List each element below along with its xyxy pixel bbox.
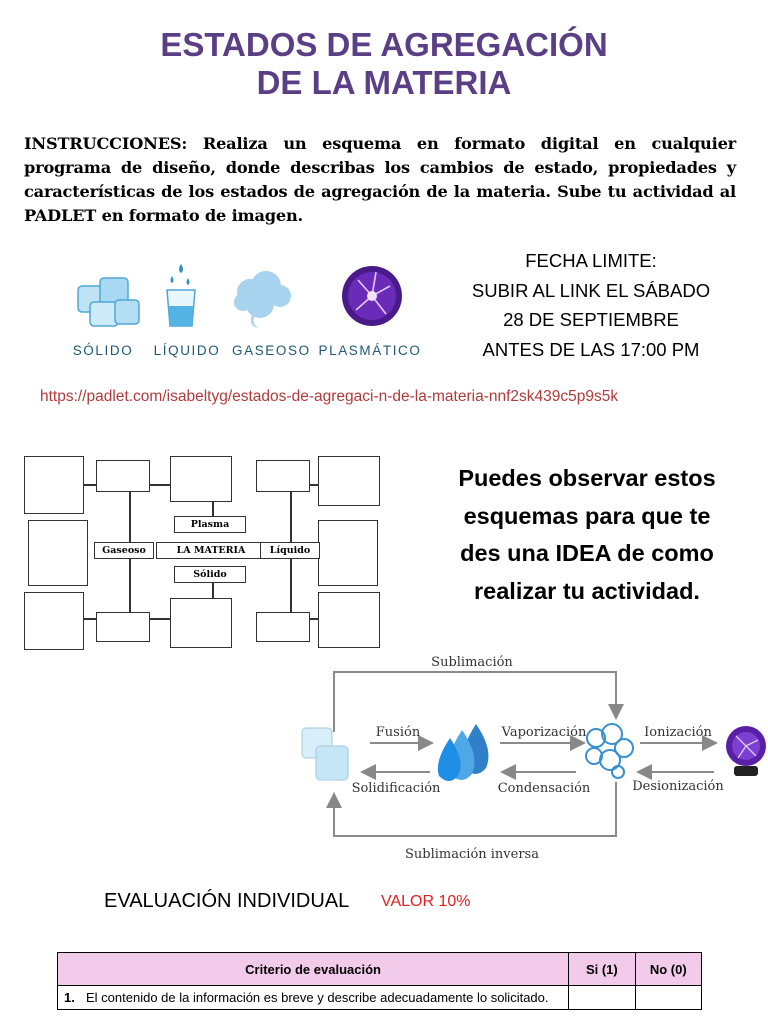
padlet-link[interactable]: https://padlet.com/isabeltyg/estados-de-agregaci-n-de-la-materia-nnf2sk439c5p9s5k	[40, 388, 619, 405]
label-condensacion: Condensación	[497, 781, 591, 796]
state-label-liquido: LÍQUIDO	[153, 343, 221, 358]
mindmap-solido: Sólido	[174, 566, 246, 583]
si-cell[interactable]	[569, 986, 635, 1010]
plasma-ball-icon	[726, 726, 766, 776]
mindmap-center: LA MATERIA	[156, 542, 266, 559]
deadline-line-1: FECHA LIMITE:	[525, 250, 657, 271]
ice-cube-icon	[302, 728, 348, 780]
header-si: Si (1)	[569, 953, 635, 986]
observe-line-4: realizar tu actividad.	[474, 577, 700, 604]
water-drops-icon	[438, 724, 489, 781]
state-label-solido: SÓLIDO	[72, 343, 134, 358]
instructions-label: INSTRUCCIONES:	[24, 134, 188, 153]
label-ionizacion: Ionización	[644, 725, 712, 740]
states-banner	[60, 258, 430, 338]
page-title	[0, 26, 768, 102]
instructions	[24, 132, 736, 228]
states-illustration	[60, 258, 430, 338]
state-label-plasmatico: PLASMÁTICO	[318, 343, 422, 358]
deadline-line-4: ANTES DE LAS 17:00 PM	[482, 338, 700, 360]
observe-text	[412, 460, 762, 610]
table-row	[58, 986, 702, 1010]
instructions-text: Realiza un esquema en formato digital en cualquier programa de diseño, donde describas los cambios de estado, propiedades y características de los estados de agregación de la materia. Sube tu actividad al PADLET en formato de imagen.	[24, 134, 736, 225]
water-glass-icon	[167, 264, 195, 326]
deadline-line-2: SUBIR AL LINK EL SÁBADO	[471, 279, 711, 301]
evaluation-table	[57, 952, 702, 1010]
title-line-1: ESTADOS DE AGREGACIÓN	[160, 26, 608, 63]
label-vaporizacion: Vaporización	[501, 725, 587, 740]
mindmap-gaseoso: Gaseoso	[94, 542, 154, 559]
deadline-block	[446, 246, 736, 364]
criterion-number: 1.	[64, 990, 75, 1005]
mindmap-liquido: Líquido	[260, 542, 320, 559]
mindmap-template	[22, 454, 392, 654]
label-fusion: Fusión	[375, 725, 421, 740]
label-sublimacion-inversa: Sublimación inversa	[405, 847, 539, 862]
evaluation-title: EVALUACIÓN INDIVIDUAL	[104, 890, 350, 912]
header-no: No (0)	[635, 953, 701, 986]
ice-cubes-icon	[78, 278, 139, 326]
plasma-ball-icon	[342, 266, 402, 326]
title-line-2: DE LA MATERIA	[256, 64, 512, 101]
no-cell[interactable]	[635, 986, 701, 1010]
observe-line-1: Puedes observar estos	[458, 465, 716, 491]
observe-line-2: esquemas para que te	[463, 502, 711, 529]
state-label-gaseoso: GASEOSO	[232, 343, 311, 358]
cloud-icon	[234, 271, 291, 328]
criterion-text: El contenido de la información es breve y describe adecuadamente lo solicitado.	[86, 990, 549, 1005]
header-criterio: Criterio de evaluación	[58, 953, 569, 986]
gas-cloud-icon	[586, 724, 633, 778]
phase-cycle-diagram	[290, 650, 768, 865]
evaluation-value: VALOR 10%	[381, 893, 471, 910]
label-sublimacion: Sublimación	[431, 655, 513, 670]
label-solidificacion: Solidificación	[351, 781, 441, 796]
table-header-row	[58, 953, 702, 986]
mindmap-plasma: Plasma	[174, 516, 246, 533]
observe-line-3: des una IDEA de como	[460, 540, 714, 566]
criterion-cell	[58, 986, 569, 1010]
label-desionizacion: Desionización	[632, 779, 724, 794]
deadline-line-3: 28 DE SEPTIEMBRE	[503, 309, 679, 330]
